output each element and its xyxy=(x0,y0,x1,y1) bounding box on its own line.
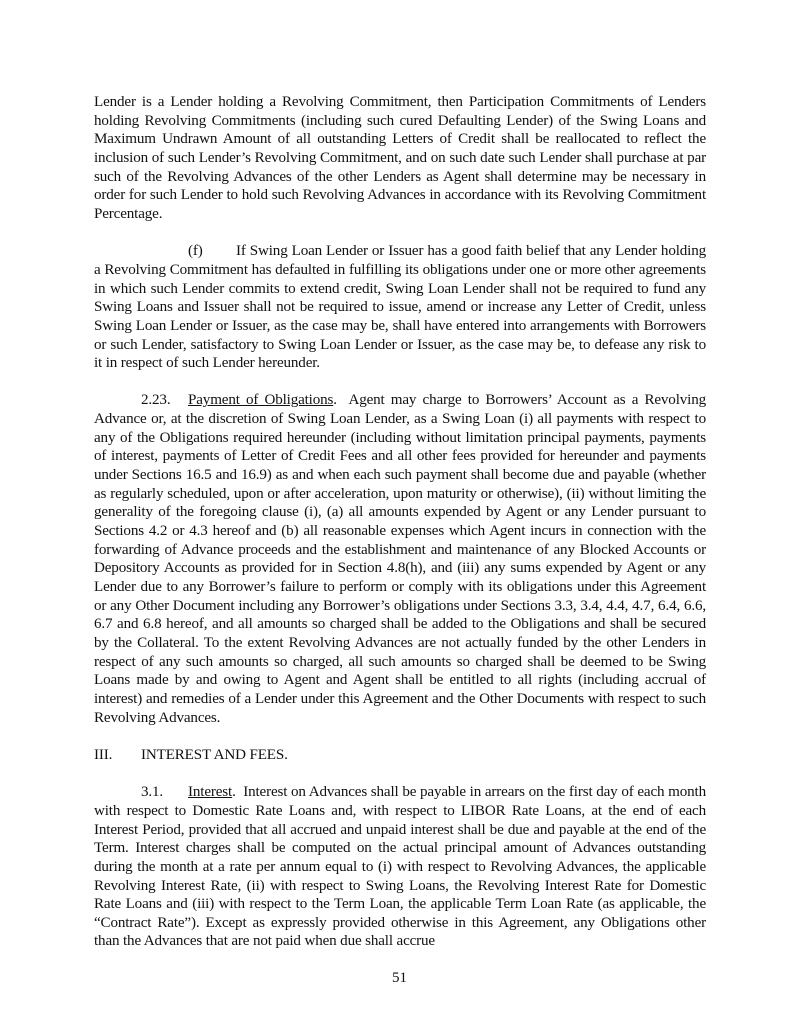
section-title-suffix: . xyxy=(232,784,236,801)
article-title: INTEREST AND FEES. xyxy=(141,746,288,763)
section-title-suffix: . xyxy=(333,392,337,409)
section-text: Agent may charge to Borrowers’ Account as a Revolving Advance or, at the discretion of Swing Loan Lender, as a Swing Loan (i) all payments with respect to any of the Obligations required hereunder (including without limitation principal payments, payments of interest, payments of Letter of Credit Fees and all other fees provided for hereunder and payments under Sections 16.5 and 16.9) as and when each such payment shall become due and payable (whether as regularly scheduled, upon or after acceleration, upon maturity or otherwise), (ii) without limiting the generality of the foregoing clause (i), (a) all amounts expended by Agent or any Lender pursuant to Sections 4.2 or 4.3 hereof and (b) all reasonable expenses which Agent incurs in connection with the forwarding of Advance proceeds and the establishment and maintenance of any Blocked Accounts or Depository Accounts as provided for in Section 4.8(h), and (iii) any sums expended by Agent or any Lender due to any Borrower’s failure to perform or comply with its obligations under this Agreement or any Other Document including any Borrower’s obligations under Sections 3.3, 3.4, 4.4, 4.7, 6.4, 6.6, 6.7 and 6.8 hereof, and all amounts so charged shall be added to the Obligations and shall be secured by the Collateral. To the extent Revolving Advances are not actually funded by the other Lenders in respect of any such amounts so charged, all such amounts so charged shall be deemed to be Swing Loans made by and owing to Agent and Agent shall be entitled to all rights (including accrual of interest) and remedies of a Lender under this Agreement and the Other Documents with respect to such Revolving Advances. xyxy=(94,392,706,726)
article-number: III. xyxy=(94,746,113,763)
section-number: 2.23. xyxy=(141,392,171,409)
section-title: Payment of Obligations xyxy=(188,392,334,409)
article-heading xyxy=(94,746,706,765)
section-number: 3.1. xyxy=(141,784,164,801)
page-number: 51 xyxy=(392,970,407,986)
section-text: Interest on Advances shall be payable in arrears on the first day of each month with respect to Domestic Rate Loans and, with respect to LIBOR Rate Loans, at the end of each Interest Period, provided that all accrued and unpaid interest shall be due and payable at the end of the Term. Interest charges shall be computed on the actual principal amount of Advances outstanding during the month at a rate per annum equal to (i) with respect to Revolving Advances, the applicable Revolving Interest Rate, (ii) with respect to Swing Loans, the Revolving Interest Rate for Domestic Rate Loans and (iii) with respect to the Term Loan, the applicable Term Loan Rate (as applicable, the “Contract Rate”). Except as expressly provided otherwise in this Agreement, any Obligations other than the Advances that are not paid when due shall accrue xyxy=(94,784,706,950)
subsection-f xyxy=(94,242,706,373)
paragraph-continuation xyxy=(94,93,706,224)
document-page xyxy=(94,93,706,970)
section-3-1 xyxy=(94,783,706,951)
subsection-label: (f) xyxy=(188,243,203,260)
section-2-23 xyxy=(94,391,706,727)
paragraph-text: Lender is a Lender holding a Revolving Commitment, then Participation Commitments of Lenders holding Revolving Commitments (including such cured Defaulting Lender) of the Swing Loans and Maximum Undrawn Amount of all outstanding Letters of Credit shall be reallocated to reflect the inclusion of such Lender’s Revolving Commitment, and on such date such Lender shall purchase at par such of the Revolving Advances of the other Lenders as Agent shall determine may be necessary in order for such Lender to hold such Revolving Advances in accordance with its Revolving Commitment Percentage. xyxy=(94,94,706,222)
section-title: Interest xyxy=(188,784,233,801)
subsection-text: If Swing Loan Lender or Issuer has a good faith belief that any Lender holding a Revolving Commitment has defaulted in fulfilling its obligations under one or more other agreements in which such Lender commits to extend credit, Swing Loan Lender shall not be required to fund any Swing Loans and Issuer shall not be required to issue, amend or increase any Letter of Credit, unless Swing Loan Lender or Issuer, as the case may be, shall have entered into arrangements with Borrowers or such Lender, satisfactory to Swing Loan Lender or Issuer, as the case may be, to defease any risk to it in respect of such Lender hereunder. xyxy=(94,243,706,372)
